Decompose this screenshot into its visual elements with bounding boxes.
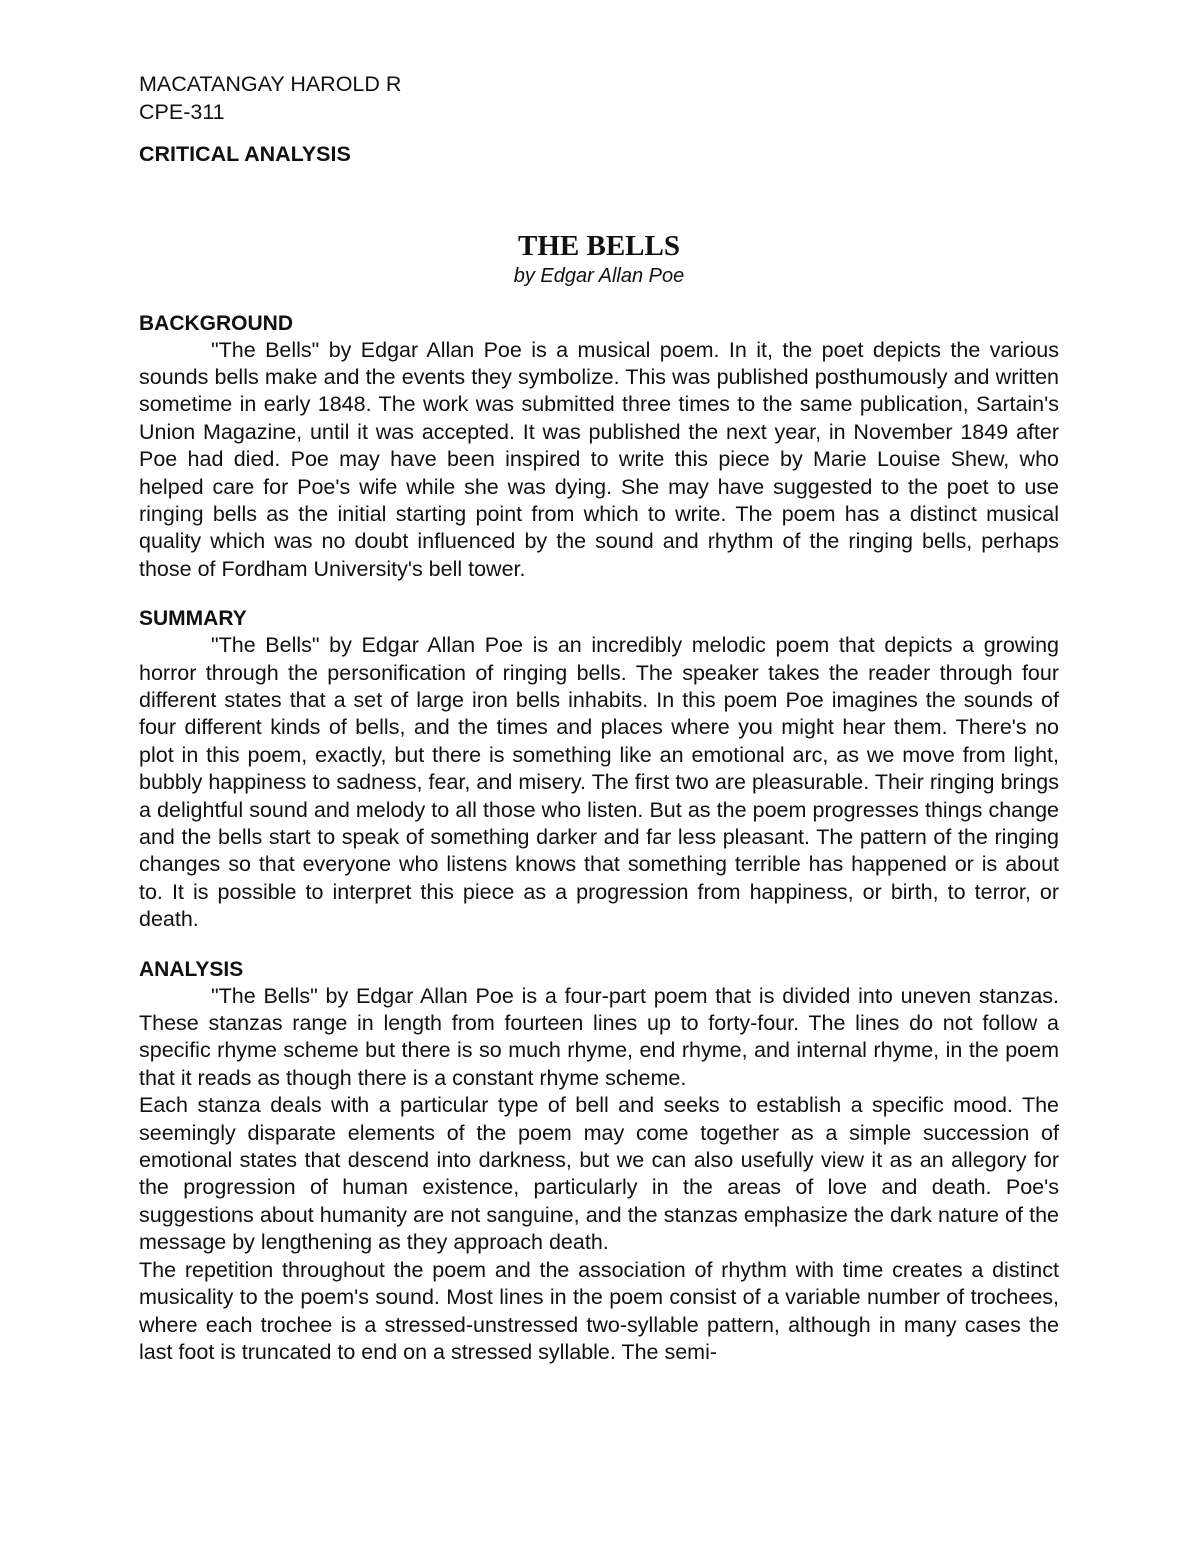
analysis-paragraph-1: "The Bells" by Edgar Allan Poe is a four-part poem that is divided into uneven stanzas. These stanzas range in length from fourteen lines up to forty-four. The lines do not follow a specific rhyme scheme but there is so much rhyme, end rhyme, and internal rhyme, in the poem that it reads as though there is a constant rhyme scheme. [139,983,1059,1090]
document-content [139,71,1059,1366]
course-code: CPE-311 [139,99,225,124]
poem-byline: by Edgar Allan Poe [513,264,685,287]
analysis-paragraph-2: Each stanza deals with a particular type of bell and seeks to establish a specific mood. The seemingly disparate elements of the poem may come together as a simple succession of emotional states that descend into darkness, but we can also usefully view it as an allegory for the progression of human existence, particularly in the areas of love and death. Poe's suggestions about humanity are not sanguine, and the stanzas emphasize the dark nature of the message by lengthening as they approach death. [139,1093,1059,1255]
analysis-paragraph-3: The repetition throughout the poem and the association of rhythm with time creates a distinct musicality to the poem's sound. Most lines in the poem consist of a variable number of trochees, where each trochee is a stressed-unstressed two-syllable pattern, although in many cases the last foot is truncated to end on a stressed syllable. The semi- [139,1257,1059,1364]
background-paragraph: "The Bells" by Edgar Allan Poe is a musical poem. In it, the poet depicts the various sounds bells make and the events they symbolize. This was published posthumously and written sometime in early 1848. The work was submitted three times to the same publication, Sartain's Union Magazine, until it was accepted. It was published the next year, in November 1849 after Poe had died. Poe may have been inspired to write this piece by Marie Louise Shew, who helped care for Poe's wife while she was dying. She may have suggested to the poet to use ringing bells as the initial starting point from which to write. The poem has a distinct musical quality which was no doubt influenced by the sound and rhythm of the ringing bells, perhaps those of Fordham University's bell tower. [139,337,1059,581]
author-name: MACATANGAY HAROLD R [139,72,402,96]
background-heading: BACKGROUND [139,311,293,335]
summary-paragraph: "The Bells" by Edgar Allan Poe is an incredibly melodic poem that depicts a growing horror through the personification of ringing bells. The speaker takes the reader through four different states that a set of large iron bells inhabits. In this poem Poe imagines the sounds of four different kinds of bells, and the times and places where you might hear them. There's no plot in this poem, exactly, but there is something like an emotional arc, as we move from light, bubbly happiness to sadness, fear, and misery. The first two are pleasurable. Their ringing brings a delightful sound and melody to all those who listen. But as the poem progresses things change and the bells start to speak of something darker and far less pleasant. The pattern of the ringing changes so that everyone who listens knows that something terrible has happened or is about to. It is possible to interpret this piece as a progression from happiness, or birth, to terror, or death. [139,633,1059,932]
document-type: CRITICAL ANALYSIS [139,142,351,166]
poem-title: THE BELLS [518,229,680,262]
summary-heading: SUMMARY [139,607,247,631]
analysis-heading: ANALYSIS [139,957,244,981]
